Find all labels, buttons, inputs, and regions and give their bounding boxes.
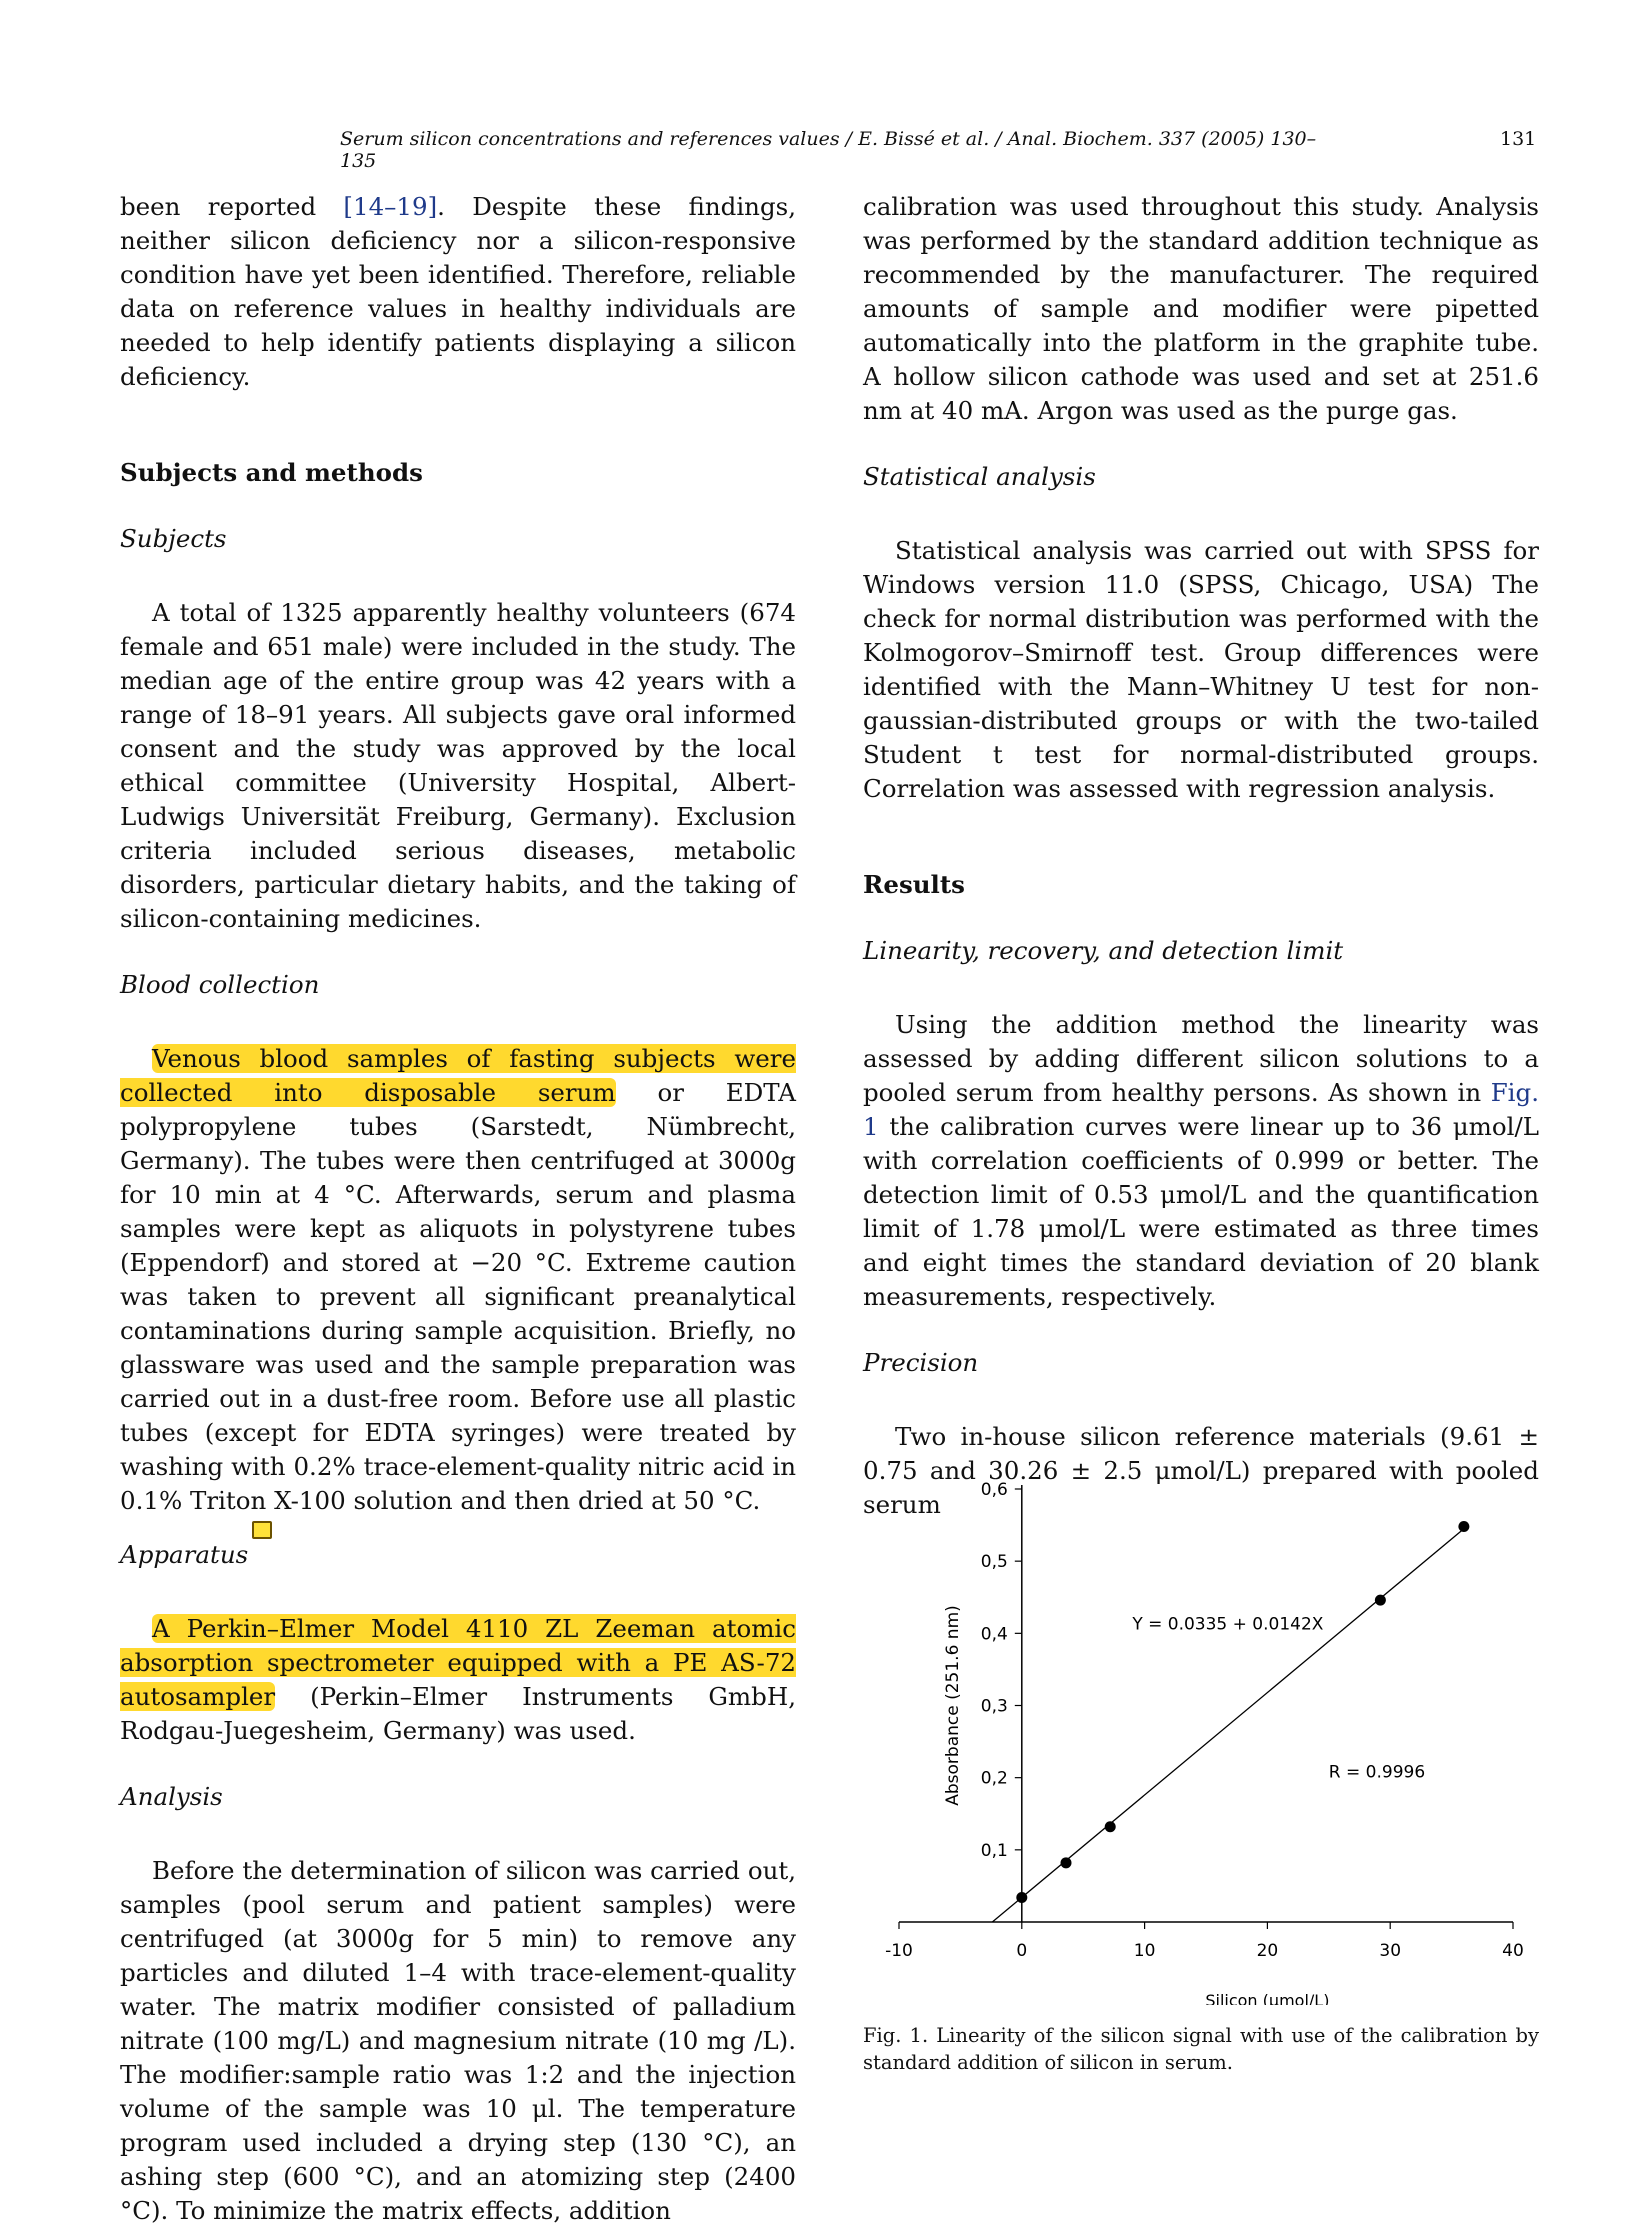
subheading-analysis: Analysis: [120, 1782, 223, 1811]
figure-caption: Fig. 1. Linearity of the silicon signal with use of the calibration by standard addition of silicon in serum.: [863, 2024, 1539, 2074]
subheading-apparatus: Apparatus: [120, 1540, 249, 1569]
left-column: [120, 190, 796, 2228]
apparatus-text: (Perkin–Elmer Instruments GmbH, Rodgau-Juegesheim, Germany) was used.: [120, 1682, 796, 1745]
precision-paragraph: Two in-house silicon reference materials (9.61 ± 0.75 and 30.26 ± 2.5 μmol/L) prepared with pooled serum: [863, 1422, 1539, 1519]
section-heading-subjects-methods: Subjects and methods: [120, 458, 423, 487]
right-column: [863, 190, 1539, 1522]
figure-link[interactable]: Fig. 1: [863, 1078, 1539, 1141]
y-tick-label: 0,4: [980, 1624, 1008, 1645]
y-tick-label: 0,5: [980, 1552, 1008, 1573]
subjects-paragraph: A total of 1325 apparently healthy volunteers (674 female and 651 male) were included in the study. The median age of the entire group was 42 years with a range of 18–91 years. All subjects gave oral informed consent and the study was approved by the local ethical committee (University Hospital, Albert-Ludwigs Universität Freiburg, Germany). Exclusion criteria included serious diseases, metabolic disorders, particular dietary habits, and the taking of silicon-containing medicines.: [120, 598, 796, 933]
section-heading-results: Results: [863, 870, 965, 899]
blood-text: or EDTA polypropylene tubes (Sarstedt, Nümbrecht, Germany). The tubes were then centrifuged at 3000g for 10 min at 4 °C. Afterwards, serum and plasma samples were kept as aliquots in polystyrene tubes (Eppendorf) and stored at −20 °C. Extreme caution was taken to prevent all significant preanalytical contaminations during sample acquisition. Briefly, no glassware was used and the sample preparation was carried out in a dust-free room. Before use all plastic tubes (except for EDTA syringes) were treated by washing with 0.2% trace-element-quality nitric acid in 0.1% Triton X-100 solution and then dried at 50 °C.: [120, 1078, 797, 1515]
linearity-text-cont: the calibration curves were linear up to 36 μmol/L with correlation coefficients of 0.999 or better. The detection limit of 0.53 μmol/L and the quantification limit of 1.78 μmol/L were estimated as three times and eight times the standard deviation of 20 blank measurements, respectively.: [863, 1112, 1539, 1311]
data-point: [1458, 1521, 1469, 1532]
subheading-statistical-analysis: Statistical analysis: [863, 462, 1096, 491]
x-tick-label: 30: [1379, 1941, 1402, 1961]
intro-paragraph: [120, 190, 796, 394]
calibration-paragraph: calibration was used throughout this study. Analysis was performed by the standard addition technique as recommended by the manufacturer. The required amounts of sample and modifier were pipetted automatically into the platform in the graphite tube. A hollow silicon cathode was used and set at 251.6 nm at 40 mA. Argon was used as the purge gas.: [863, 192, 1539, 425]
analysis-paragraph: Before the determination of silicon was carried out, samples (pool serum and patient samples) were centrifuged (at 3000g for 5 min) to remove any particles and diluted 1–4 with trace-element-quality water. The matrix modifier consisted of palladium nitrate (100 mg/L) and magnesium nitrate (10 mg /L). The modifier:sample ratio was 1:2 and the injection volume of the sample was 10 μl. The temperature program used included a drying step (130 °C), an ashing step (600 °C), and an atomizing step (2400 °C). To minimize the matrix effects, addition: [120, 1856, 796, 2225]
y-axis-title: Absorbance (251.6 nm): [942, 1605, 963, 1806]
y-tick-label: 0,1: [980, 1840, 1008, 1861]
y-tick-label: 0,6: [980, 1480, 1008, 1500]
page-number: 131: [1500, 128, 1537, 150]
running-head-text: Serum silicon concentrations and references values / E. Bissé et al. / Anal. Biochem. 337 (2005) 130–135: [340, 128, 1317, 172]
data-point: [1105, 1821, 1116, 1832]
intro-text: been reported: [120, 192, 344, 221]
figure-1: [863, 1465, 1539, 2075]
apparatus-paragraph: [120, 1612, 796, 1748]
y-tick-label: 0,3: [980, 1696, 1008, 1717]
regression-equation-label: Y = 0.0335 + 0.0142X: [1132, 1614, 1324, 1635]
data-point: [1061, 1857, 1072, 1868]
data-point: [1016, 1892, 1027, 1903]
highlight-annotation[interactable]: Venous blood samples of fasting subjects were collected into disposable serum: [120, 1044, 796, 1107]
data-point: [1375, 1595, 1386, 1606]
subheading-subjects: Subjects: [120, 524, 227, 553]
calibration-chart: [863, 1465, 1539, 2005]
comment-note-icon[interactable]: [252, 1521, 272, 1539]
x-tick-label: 40: [1502, 1941, 1524, 1961]
blood-paragraph: [120, 1042, 796, 1518]
y-tick-label: 0,2: [980, 1768, 1008, 1789]
statistics-paragraph: Statistical analysis was carried out with SPSS for Windows version 11.0 (SPSS, Chicago, USA) The check for normal distribution was performed with the Kolmogorov–Smirnoff test. Group differences were identified with the Mann–Whitney U test for non-gaussian-distributed groups or with the two-tailed Student t test for normal-distributed groups. Correlation was assessed with regression analysis.: [863, 536, 1539, 803]
intro-text-cont: . Despite these findings, neither silicon deficiency nor a silicon-responsive condition have yet been identified. Therefore, reliable data on reference values in healthy individuals are needed to help identify patients displaying a silicon deficiency.: [120, 192, 797, 391]
x-tick-label: -10: [885, 1941, 913, 1961]
x-tick-label: 20: [1256, 1941, 1279, 1961]
subheading-blood-collection: Blood collection: [120, 970, 320, 999]
x-axis-title: Silicon (μmol/L): [1205, 1991, 1330, 2005]
linearity-text: Using the addition method the linearity was assessed by adding different silicon solutions to a pooled serum from healthy persons. As shown in: [863, 1010, 1539, 1107]
subheading-linearity: Linearity, recovery, and detection limit: [863, 936, 1344, 965]
x-tick-label: 10: [1133, 1941, 1156, 1961]
citation-link[interactable]: [14–19]: [343, 192, 438, 221]
linearity-paragraph: [863, 1008, 1539, 1314]
subheading-precision: Precision: [863, 1348, 979, 1377]
x-tick-label: 0: [1016, 1941, 1028, 1961]
correlation-label: R = 0.9996: [1328, 1762, 1426, 1783]
highlight-annotation[interactable]: A Perkin–Elmer Model 4110 ZL Zeeman atomic absorption spectrometer equipped with a PE AS-72 autosampler: [120, 1614, 796, 1711]
